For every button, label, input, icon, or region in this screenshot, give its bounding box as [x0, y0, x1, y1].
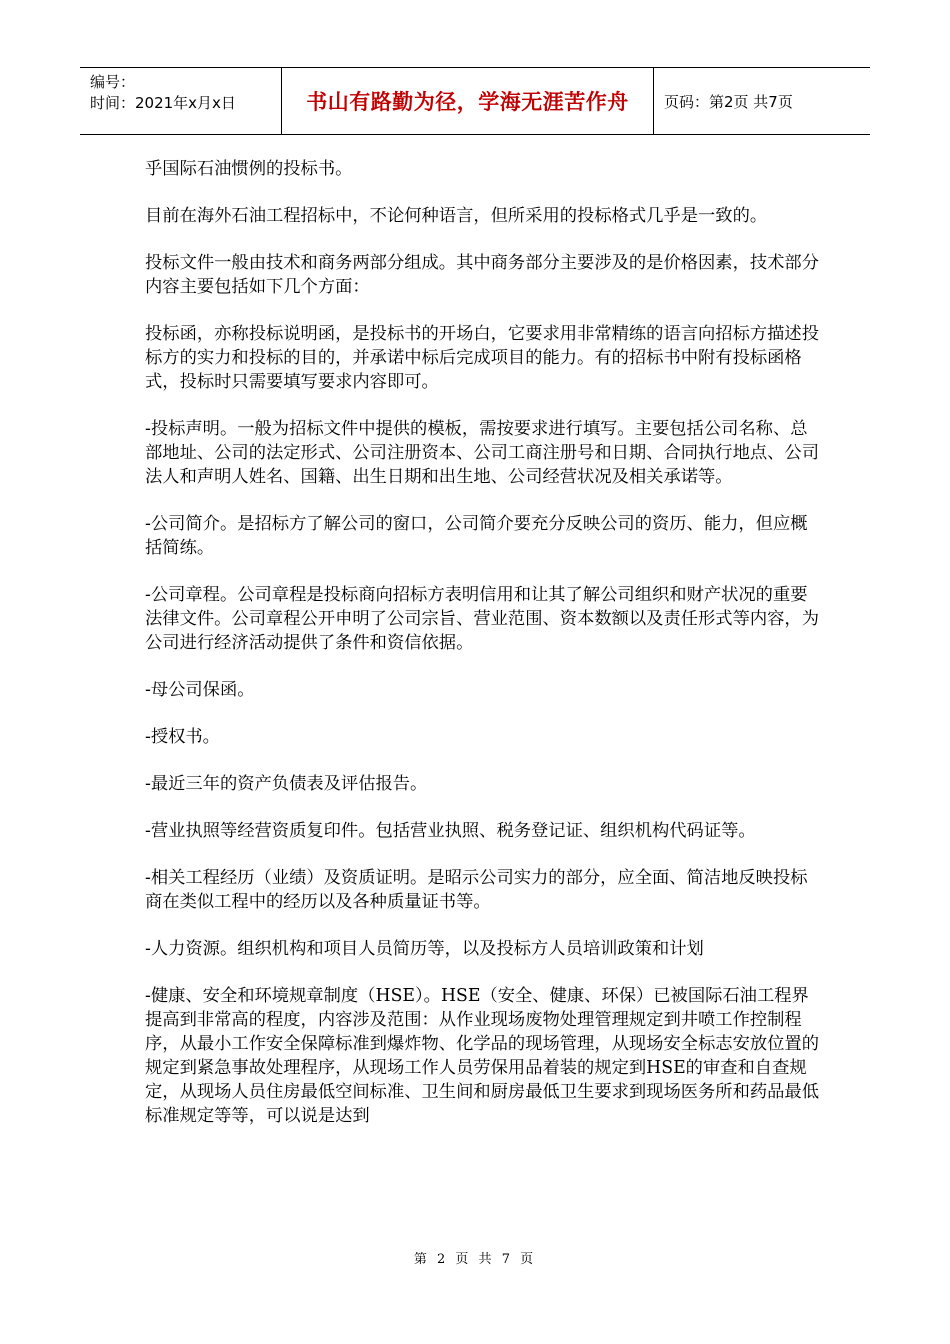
paragraph: 投标函，亦称投标说明函，是投标书的开场白，它要求用非常精练的语言向招标方描述投标方的实力和投标的目的，并承诺中标后完成项目的能力。有的招标书中附有投标函格式，投标时只需要填写要求内容即可。 [145, 324, 819, 392]
paragraph: -投标声明。一般为招标文件中提供的模板，需按要求进行填写。主要包括公司名称、总部地址、公司的法定形式、公司注册资本、公司工商注册号和日期、合同执行地点、公司法人和声明人姓名、国籍、出生日期和出生地、公司经营状况及相关承诺等。 [145, 419, 819, 487]
paragraph: -公司章程。公司章程是投标商向招标方表明信用和让其了解公司组织和财产状况的重要法律文件。公司章程公开申明了公司宗旨、营业范围、资本数额以及责任形式等内容，为公司进行经济活动提供了条件和资信依据。 [145, 585, 819, 653]
paragraph: -人力资源。组织机构和项目人员简历等，以及投标方人员培训政策和计划 [145, 939, 704, 959]
paragraph: 乎国际石油惯例的投标书。 [145, 159, 353, 179]
paragraph: 投标文件一般由技术和商务两部分组成。其中商务部分主要涉及的是价格因素，技术部分内容主要包括如下几个方面： [145, 253, 819, 297]
paragraph: 目前在海外石油工程招标中，不论何种语言，但所采用的投标格式几乎是一致的。 [145, 206, 768, 226]
body-text [145, 157, 820, 1151]
header-page-number: 页码：第2页 共7页 [664, 92, 793, 111]
header-meta [80, 68, 282, 134]
header-motto: 书山有路勤为径，学海无涯苦作舟 [282, 68, 654, 134]
paragraph: -公司简介。是招标方了解公司的窗口，公司简介要充分反映公司的资历、能力，但应概括简练。 [145, 514, 808, 558]
paragraph: -相关工程经历（业绩）及资质证明。是昭示公司实力的部分，应全面、简洁地反映投标商在类似工程中的经历以及各种质量证书等。 [145, 868, 808, 912]
paragraph: -健康、安全和环境规章制度（HSE）。HSE（安全、健康、环保）已被国际石油工程界提高到非常高的程度，内容涉及范围：从作业现场废物处理管理规定到井喷工作控制程序，从最小工作安全保障标准到爆炸物、化学品的现场管理，从现场安全标志安放位置的规定到紧急事故处理程序，从现场工作人员劳保用品着装的规定到HSE的审查和自查规定，从现场人员住房最低空间标准、卫生间和厨房最低卫生要求到现场医务所和药品最低标准规定等等，可以说是达到 [145, 986, 819, 1126]
paragraph: -授权书。 [145, 727, 220, 747]
paragraph: -最近三年的资产负债表及评估报告。 [145, 774, 428, 794]
time-label: 时间：2021年x月x日 [90, 94, 236, 112]
number-label: 编号： [90, 73, 136, 91]
page-header [80, 67, 870, 135]
paragraph: -母公司保函。 [145, 680, 255, 700]
paragraph: -营业执照等经营资质复印件。包括营业执照、税务登记证、组织机构代码证等。 [145, 821, 756, 841]
page-footer: 第 2 页 共 7 页 [413, 1252, 537, 1267]
